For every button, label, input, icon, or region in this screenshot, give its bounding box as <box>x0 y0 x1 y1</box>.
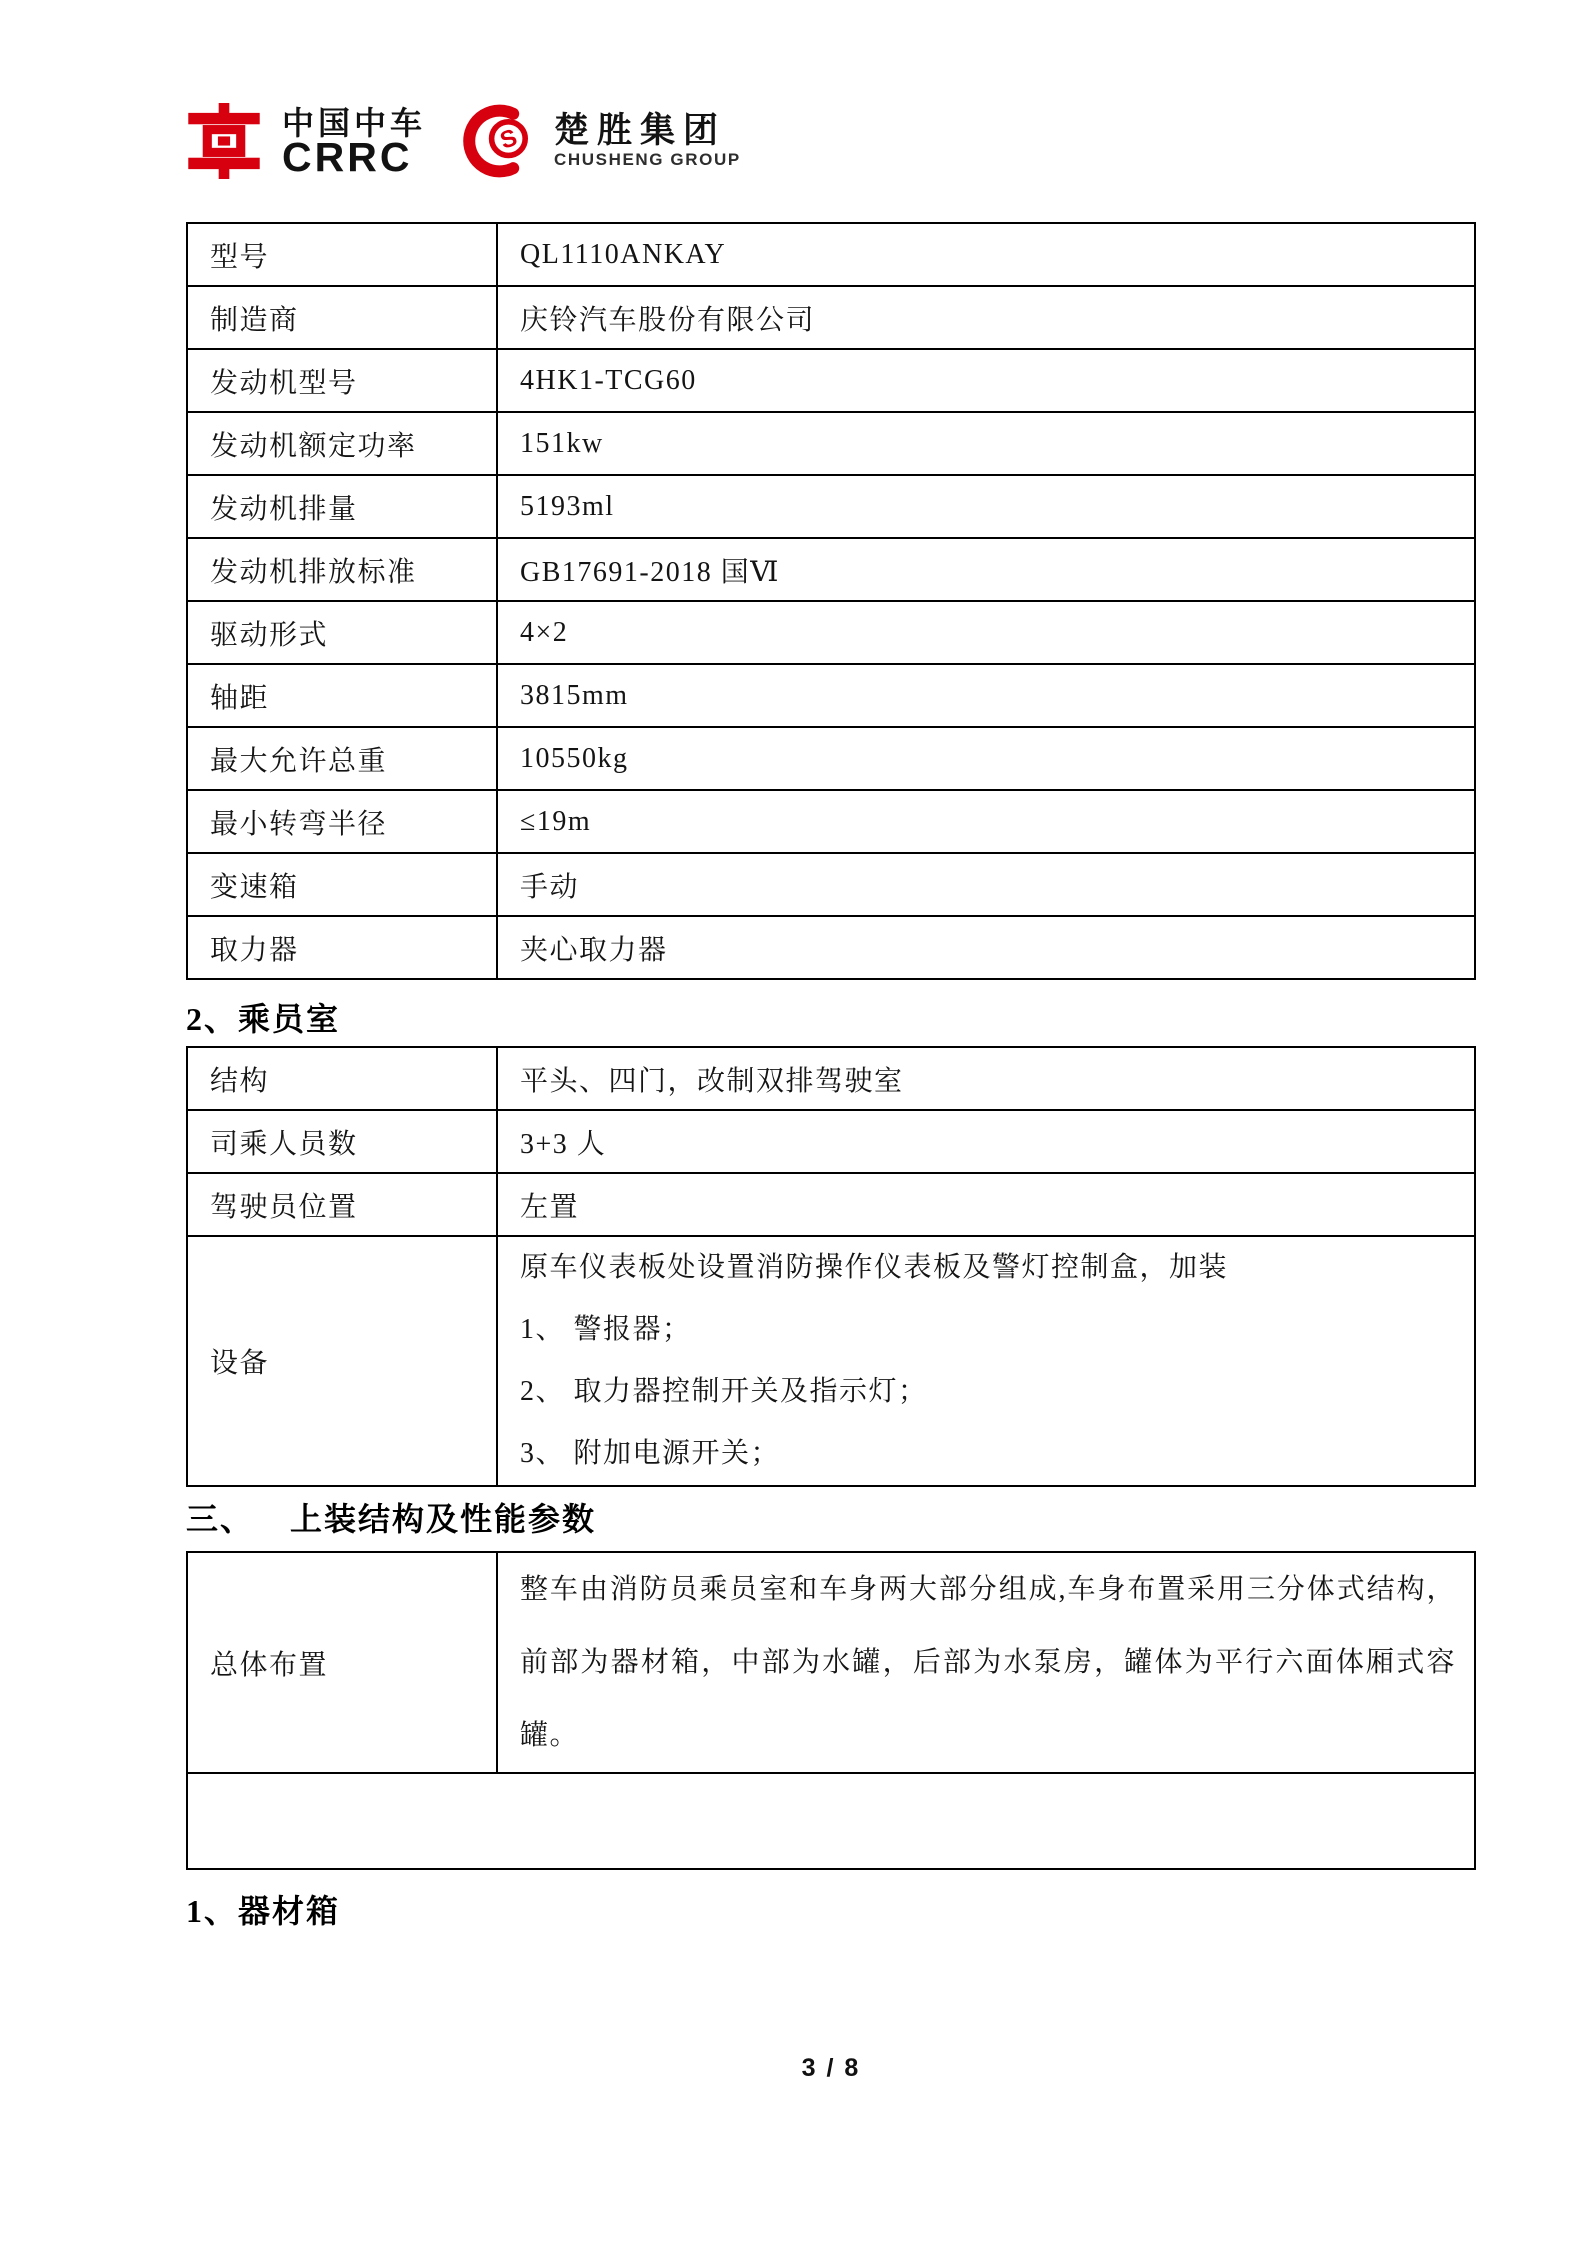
spec-label: 最大允许总重 <box>187 727 497 790</box>
spec-value: 3+3 人 <box>497 1110 1475 1173</box>
heading-text: 上装结构及性能参数 <box>290 1501 597 1537</box>
equipment-line: 2、 取力器控制开关及指示灯； <box>520 1376 928 1407</box>
table-row <box>187 853 1475 916</box>
table-row <box>187 916 1475 979</box>
table-row-equipment <box>187 1236 1475 1486</box>
spec-value: 3815mm <box>497 664 1475 727</box>
table-row <box>187 349 1475 412</box>
overall-layout-table <box>186 1551 1476 1870</box>
spec-value: ≤19m <box>497 790 1475 853</box>
spec-label: 最小转弯半径 <box>187 790 497 853</box>
section-heading-equipment-box: 1、器材箱 <box>186 1893 341 1929</box>
chusheng-emblem-icon <box>462 100 534 182</box>
table-row <box>187 1110 1475 1173</box>
table-row <box>187 538 1475 601</box>
crrc-logo <box>186 103 426 179</box>
chusheng-logo <box>462 100 741 182</box>
table-row <box>187 1173 1475 1236</box>
chusheng-cn-label: 楚胜集团 <box>554 111 727 151</box>
spec-value: QL1110ANKAY <box>497 223 1475 286</box>
section-heading-cabin: 2、乘员室 <box>186 1001 341 1037</box>
spec-label: 变速箱 <box>187 853 497 916</box>
spec-label: 驱动形式 <box>187 601 497 664</box>
svg-text:S: S <box>496 124 521 155</box>
spec-value: 151kw <box>497 412 1475 475</box>
table-row <box>187 475 1475 538</box>
spec-label: 发动机型号 <box>187 349 497 412</box>
spec-value: 整车由消防员乘员室和车身两大部分组成,车身布置采用三分体式结构，前部为器材箱，中部为水罐，后部为水泵房，罐体为平行六面体厢式容罐。 <box>497 1552 1475 1773</box>
table-row <box>187 1047 1475 1110</box>
spec-value: 平头、四门，改制双排驾驶室 <box>497 1047 1475 1110</box>
crrc-logo-text <box>282 104 427 181</box>
section-heading-upper-structure <box>186 1494 596 1540</box>
spec-label: 轴距 <box>187 664 497 727</box>
spec-label: 总体布置 <box>187 1552 497 1773</box>
table-row <box>187 223 1475 286</box>
spec-value: 庆铃汽车股份有限公司 <box>497 286 1475 349</box>
spec-label: 设备 <box>187 1236 497 1486</box>
spec-value: 10550kg <box>497 727 1475 790</box>
table-row <box>187 1552 1475 1773</box>
table-row <box>187 664 1475 727</box>
table-row <box>187 412 1475 475</box>
table-row <box>187 727 1475 790</box>
spec-value: 夹心取力器 <box>497 916 1475 979</box>
crrc-cn-label: 中国中车 <box>282 104 427 141</box>
spec-label: 取力器 <box>187 916 497 979</box>
spec-label: 发动机排量 <box>187 475 497 538</box>
heading-number: 三、 <box>186 1501 255 1537</box>
equipment-cell <box>497 1236 1475 1486</box>
chusheng-logo-text <box>554 112 741 169</box>
spec-value: 手动 <box>497 853 1475 916</box>
spec-label: 发动机排放标准 <box>187 538 497 601</box>
chassis-spec-table <box>186 222 1476 980</box>
chusheng-en-label: CHUSHENG GROUP <box>554 149 741 169</box>
table-row-empty <box>187 1773 1475 1869</box>
page-number: 3 / 8 <box>801 2054 861 2082</box>
crrc-en-label: CRRC <box>282 134 413 181</box>
cabin-spec-table <box>186 1046 1476 1487</box>
equipment-line: 1、 警报器； <box>520 1314 692 1345</box>
spec-value: 左置 <box>497 1173 1475 1236</box>
spec-label: 型号 <box>187 223 497 286</box>
equipment-line: 原车仪表板处设置消防操作仪表板及警灯控制盒，加装 <box>520 1252 1229 1283</box>
empty-row <box>187 1773 1475 1869</box>
spec-value: 5193ml <box>497 475 1475 538</box>
table-row <box>187 601 1475 664</box>
crrc-emblem-icon <box>186 103 262 179</box>
equipment-line: 3、 附加电源开关； <box>520 1438 781 1469</box>
spec-label: 驾驶员位置 <box>187 1173 497 1236</box>
table-row <box>187 286 1475 349</box>
spec-label: 结构 <box>187 1047 497 1110</box>
spec-value: GB17691-2018 国Ⅵ <box>497 538 1475 601</box>
logo-header <box>186 95 741 187</box>
spec-label: 发动机额定功率 <box>187 412 497 475</box>
spec-label: 制造商 <box>187 286 497 349</box>
table-row <box>187 790 1475 853</box>
spec-value: 4HK1-TCG60 <box>497 349 1475 412</box>
spec-label: 司乘人员数 <box>187 1110 497 1173</box>
spec-value: 4×2 <box>497 601 1475 664</box>
